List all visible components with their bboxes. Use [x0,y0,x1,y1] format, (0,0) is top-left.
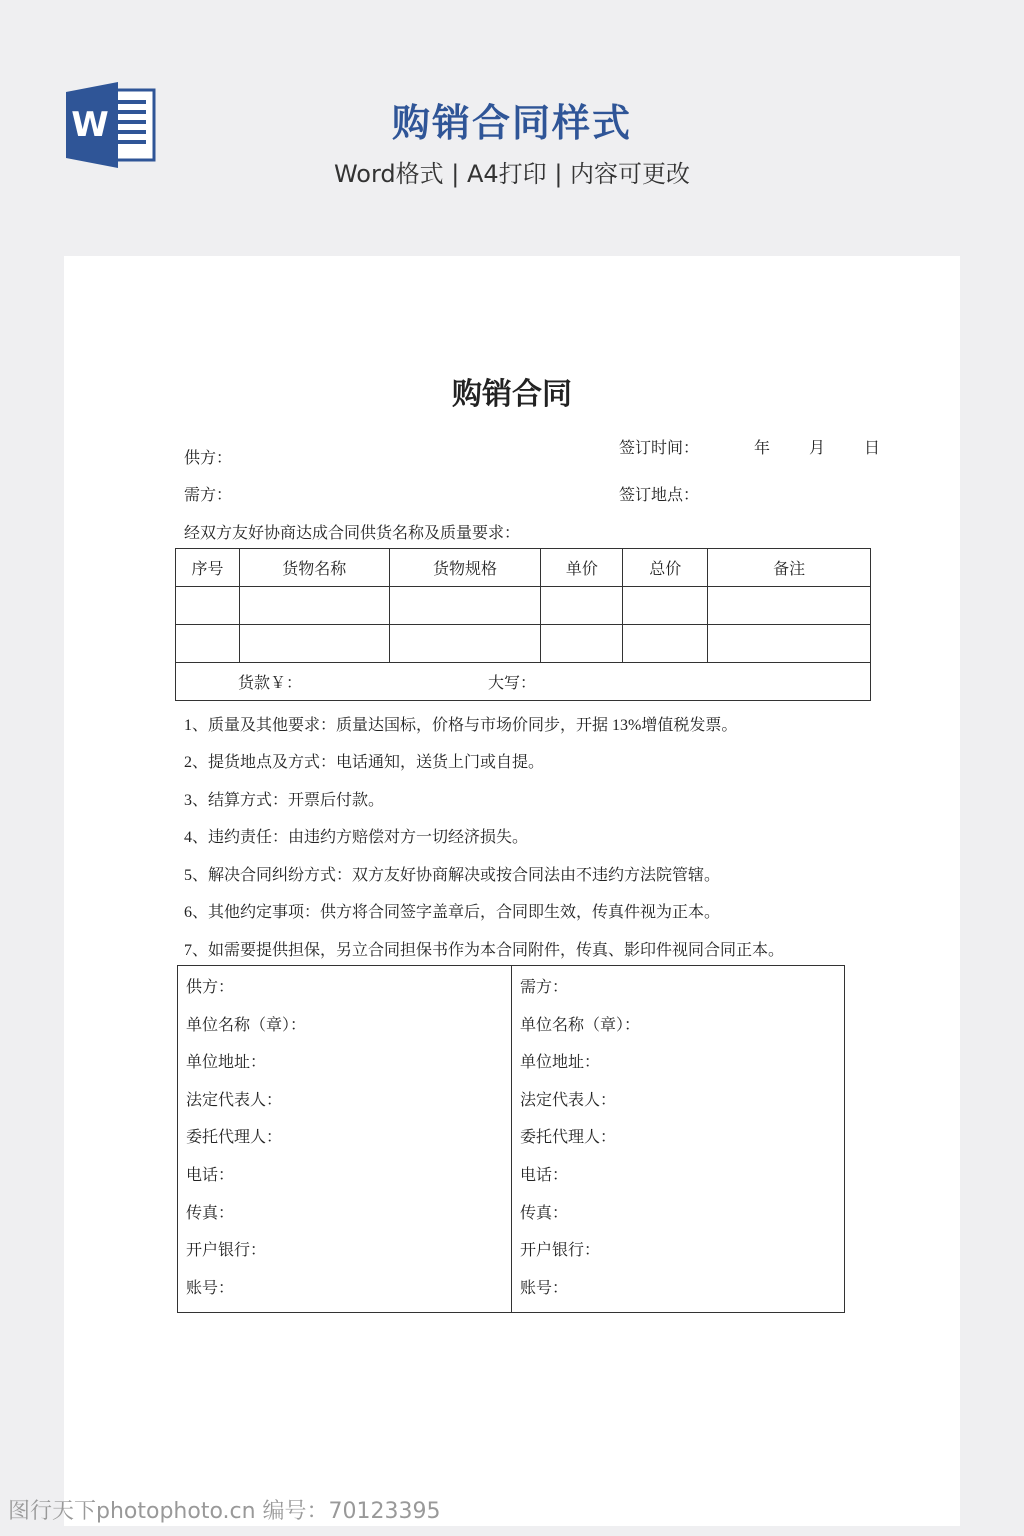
signature-table [177,965,845,1313]
buyer-address-label: 单位地址： [520,1054,601,1072]
supplier-company-name-label: 单位名称（章）： [186,1016,307,1034]
document-page [64,256,960,1526]
buyer-account-label: 账号： [520,1279,569,1297]
table-cell [623,587,708,625]
table-cell [389,625,541,663]
col-header-unit-price: 单价 [541,549,623,587]
year-label: 年 [754,440,771,457]
col-header-total-price: 总价 [623,549,708,587]
table-cell [541,625,623,663]
sign-time-label: 签订时间： [619,440,700,457]
list-item: 3、结算方式：开票后付款。 [184,792,385,809]
supplier-signature-block [178,966,512,1313]
header-title: 购销合同样式 [391,101,632,145]
table-cell [239,587,389,625]
list-item: 4、违约责任：由违约方赔偿对方一切经济损失。 [184,829,529,846]
table-row [176,625,871,663]
supplier-account-label: 账号： [186,1279,235,1297]
col-header-remarks: 备注 [708,549,871,587]
watermark-text: 图行天下photophoto.cn 编号：70123395 [8,1499,441,1524]
list-item: 1、质量及其他要求：质量达国标，价格与市场价同步，开据 13%增值税发票。 [184,717,738,734]
sign-place-label: 签订地点： [619,487,700,504]
table-cell [541,587,623,625]
table-cell [176,625,240,663]
buyer-phone-label: 电话： [520,1166,569,1184]
intro-text: 经双方友好协商达成合同供货名称及质量要求： [184,525,521,542]
list-item: 2、提货地点及方式：电话通知，送货上门或自提。 [184,754,545,771]
table-cell [239,625,389,663]
contract-title: 购销合同 [452,377,572,412]
table-cell [623,625,708,663]
month-label: 月 [809,440,826,457]
supplier-agent-label: 委托代理人： [186,1129,283,1147]
capital-amount-label: 大写： [488,675,537,692]
supplier-phone-label: 电话： [186,1166,235,1184]
table-cell [708,587,871,625]
supplier-bank-label: 开户银行： [186,1242,267,1260]
supplier-address-label: 单位地址： [186,1054,267,1072]
supplier-fax-label: 传真： [186,1204,235,1222]
goods-table-header-row [176,549,871,587]
day-label: 日 [864,440,881,457]
payment-cell [176,663,871,701]
buyer-fax-label: 传真： [520,1204,569,1222]
buyer-legal-rep-label: 法定代表人： [520,1091,617,1109]
list-item: 5、解决合同纠纷方式：双方友好协商解决或按合同法由不违约方法院管辖。 [184,867,721,884]
table-cell [389,587,541,625]
table-cell [708,625,871,663]
list-item: 6、其他约定事项：供方将合同签字盖章后，合同即生效，传真件视为正本。 [184,904,721,921]
buyer-signature-block [512,966,845,1313]
supplier-legal-rep-label: 法定代表人： [186,1091,283,1109]
table-row [176,587,871,625]
payment-row [176,663,871,701]
col-header-index: 序号 [176,549,240,587]
header-subtitle: Word格式 | A4打印 | 内容可更改 [333,160,691,188]
col-header-goods-name: 货物名称 [239,549,389,587]
goods-table [175,548,871,701]
col-header-goods-spec: 货物规格 [389,549,541,587]
list-item: 7、如需要提供担保，另立合同担保书作为本合同附件，传真、影印件视同合同正本。 [184,942,785,959]
payment-label: 货款￥： [238,675,303,692]
buyer-agent-label: 委托代理人： [520,1129,617,1147]
buyer-bank-label: 开户银行： [520,1242,601,1260]
supplier-label: 供方： [184,450,233,467]
buyer-company-name-label: 单位名称（章）： [520,1016,641,1034]
supplier-party-label: 供方： [186,979,235,996]
buyer-party-label: 需方： [520,979,569,996]
buyer-label: 需方： [184,487,233,504]
word-logo-letter: W [71,105,109,145]
table-cell [176,587,240,625]
